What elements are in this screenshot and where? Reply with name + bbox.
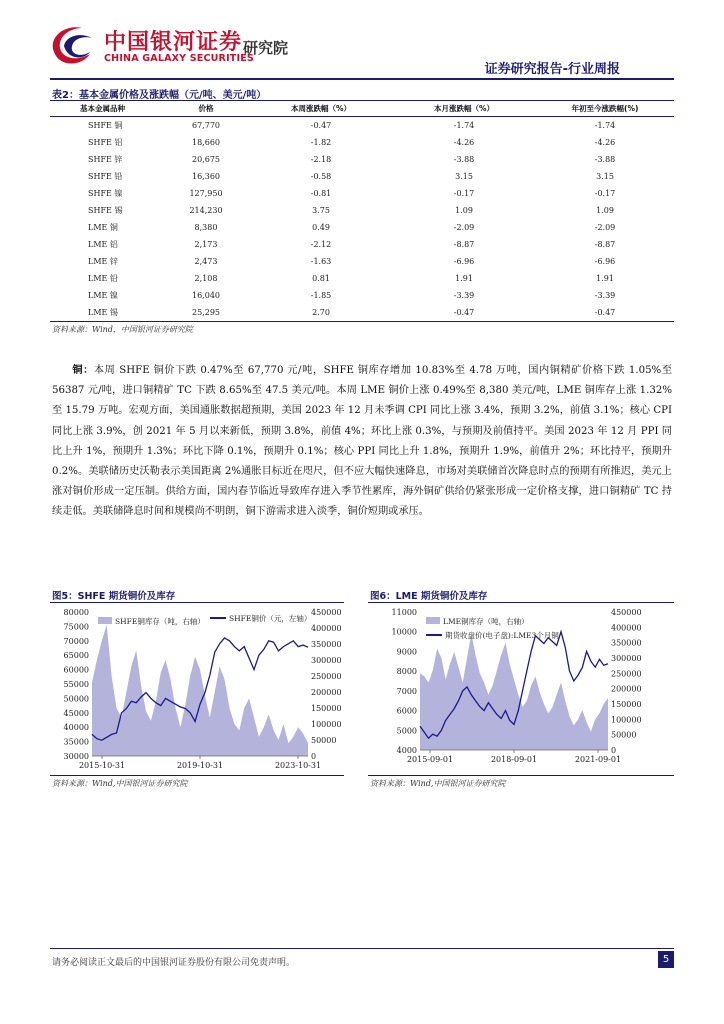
metal-name-cell: SHFE 铝 xyxy=(88,137,123,147)
y-left-tick-label: 8000 xyxy=(396,667,417,677)
y-left-tick-label: 11000 xyxy=(391,608,417,617)
metal-name-cell: SHFE 铅 xyxy=(88,171,123,181)
y-left-tick-label: 4000 xyxy=(396,746,417,755)
value-cell: -3.88 xyxy=(594,154,616,164)
y-right-tick-label: 450000 xyxy=(611,608,642,617)
value-cell: 0.81 xyxy=(312,274,330,284)
metal-name-cell: SHFE 铜 xyxy=(88,120,123,130)
institute-label: 研究院 xyxy=(243,39,289,57)
paragraph-body: 本周 SHFE 铜价下跌 0.47%至 67,770 元/吨，SHFE 铜库存增加 10.83%至 4.78 万吨，国内铜精矿价格下跌 1.05%至 56387 元/吨，进口铜精矿 TC 下跌 8.65%至 47.5 美元/吨。本周 LME 铜价上涨 0.49%至 8,380 美元/吨，LME 铜库存上涨 1.32%至 15.79 万吨。宏观方面，美国通胀数据超预期，美国 2023 年 12 月未季调 CPI 同比上涨 3.4%，预期 3.2%，前值 3.1%；核心 CPI 同比上涨 3.9%，创 2021 年 5 月以来新低，预期 3.8%，前值 4%；环比上涨 0.3%，与预期及前值持平。美国 2023 年 12 月 PPI 同比上升 1%，预期升 1.3%；环比下降 0.1%，预期升 0.1%；核心 PPI 同比上升 1.8%，预期升 1.9%，前值升 2%；环比持平，预期升 0.2%。美联储历史沃勒表示美国距离 2%通胀目标近在咫尺，但不应大幅快速降息，市场对美联储首次降息时点的预期有所推迟，美元上涨对铜价形成一定压制。供给方面，国内春节临近导致库存进入季节性累库，海外铜矿供给仍紧张形成一定价格支撑，进口铜精矿 TC 持续走低。美联储降息时间和规模尚不明朗，铜下游需求进入淡季，铜价短期或承压。 xyxy=(52,365,673,518)
table-row xyxy=(50,168,674,185)
figure5-source: 资料来源：Wind,中国银河证券研究院 xyxy=(52,779,188,788)
y-right-tick-label: 300000 xyxy=(311,656,342,665)
y-left-tick-label: 45000 xyxy=(63,708,89,718)
metal-name-cell: SHFE 锡 xyxy=(88,206,123,216)
value-cell: -6.96 xyxy=(594,257,616,267)
value-cell: -1.74 xyxy=(594,120,616,130)
y-left-tick-label: 40000 xyxy=(63,723,89,733)
value-cell: -1.82 xyxy=(310,137,332,147)
figure5-bottom-rule xyxy=(50,775,344,776)
value-cell: -2.09 xyxy=(453,223,475,233)
value-cell: 2,173 xyxy=(194,240,218,250)
value-cell: -0.17 xyxy=(594,188,616,198)
header-cell: 本周涨跌幅（%） xyxy=(250,101,392,117)
y-right-tick-label: 0 xyxy=(311,752,317,761)
y-left-tick-label: 55000 xyxy=(63,680,89,689)
value-cell: -3.39 xyxy=(453,291,475,301)
value-cell: -8.87 xyxy=(453,240,475,250)
legend-swatch-inventory xyxy=(426,617,440,624)
metal-name-cell: LME 镍 xyxy=(88,291,118,301)
paragraph-lead: 铜： xyxy=(72,364,94,376)
value-cell: 16,360 xyxy=(192,171,220,181)
value-cell: -2.09 xyxy=(594,223,616,233)
value-cell: 8,380 xyxy=(194,223,218,233)
table-row xyxy=(50,151,674,168)
header-cell: 价格 xyxy=(162,101,250,117)
table-row xyxy=(50,253,674,270)
legend-label-inventory: LME铜库存（吨，右轴） xyxy=(443,617,529,626)
value-cell: -1.85 xyxy=(310,291,332,301)
y-right-tick-label: 250000 xyxy=(311,672,342,681)
x-tick-label: 2015-09-01 xyxy=(406,755,454,764)
y-right-tick-label: 250000 xyxy=(611,669,642,679)
y-right-tick-label: 150000 xyxy=(611,700,642,709)
value-cell: -1.63 xyxy=(310,257,332,267)
value-cell: -4.26 xyxy=(453,137,475,147)
value-cell: 67,770 xyxy=(192,120,220,130)
value-cell: -3.39 xyxy=(594,291,616,301)
inventory-area xyxy=(420,634,608,751)
report-type: 证券研究报告-行业周报 xyxy=(484,62,620,77)
value-cell: -2.12 xyxy=(310,240,332,250)
value-cell: -2.18 xyxy=(310,154,332,164)
value-cell: -6.96 xyxy=(453,257,475,267)
value-cell: 18,660 xyxy=(192,137,220,147)
table-row xyxy=(50,117,674,134)
lme-copper-chart xyxy=(368,604,674,774)
table-source: 资料来源：Wind，中国银河证券研究院 xyxy=(52,325,193,334)
y-right-tick-label: 200000 xyxy=(311,688,342,697)
value-cell: 1.91 xyxy=(455,274,473,284)
y-right-tick-label: 100000 xyxy=(611,715,642,725)
header-cell: 年初至今涨跌幅(%) xyxy=(536,101,674,117)
metal-name-cell: LME 铅 xyxy=(88,274,118,284)
footer-divider xyxy=(50,948,674,949)
table-row xyxy=(50,236,674,253)
y-left-tick-label: 75000 xyxy=(63,622,89,632)
table-row xyxy=(50,185,674,202)
legend-swatch-inventory xyxy=(98,617,112,624)
table-header-row xyxy=(50,101,674,117)
figure6-bottom-rule xyxy=(368,775,674,776)
metals-price-table xyxy=(50,100,674,322)
value-cell: -3.88 xyxy=(453,154,475,164)
value-cell: 2,108 xyxy=(194,274,218,284)
value-cell: 25,295 xyxy=(162,305,250,322)
y-right-tick-label: 50000 xyxy=(311,736,337,745)
value-cell: 20,675 xyxy=(192,154,220,164)
value-cell: 214,230 xyxy=(189,206,223,216)
table-row xyxy=(50,202,674,219)
metal-name-cell: SHFE 锌 xyxy=(88,154,123,164)
y-right-tick-label: 50000 xyxy=(611,730,637,740)
y-left-tick-label: 65000 xyxy=(63,651,89,661)
company-name-en: CHINA GALAXY SECURITIES xyxy=(104,53,254,64)
figure6-source: 资料来源：Wind,中国银河证券研究院 xyxy=(370,779,506,788)
value-cell: 16,040 xyxy=(192,291,220,301)
header-cell: 基本金属品种 xyxy=(50,101,162,117)
y-right-tick-label: 100000 xyxy=(311,720,342,729)
y-right-tick-label: 350000 xyxy=(611,638,642,648)
figure5-rule xyxy=(50,602,344,603)
company-name-cn: 中国银河证券 xyxy=(104,30,243,55)
value-cell: -1.74 xyxy=(453,120,475,130)
y-left-tick-label: 30000 xyxy=(63,752,89,761)
y-left-tick-label: 70000 xyxy=(63,636,89,646)
metal-name-cell: SHFE 镍 xyxy=(88,188,123,198)
value-cell: -4.26 xyxy=(594,137,616,147)
figure5-title: 图5：SHFE 期货铜价及库存 xyxy=(52,591,176,602)
table-row xyxy=(50,287,674,304)
page-header xyxy=(0,0,724,80)
shfe-copper-chart xyxy=(50,604,344,774)
y-left-tick-label: 6000 xyxy=(396,706,417,716)
header-cell: 本月涨跌幅（%） xyxy=(392,101,536,117)
y-right-tick-label: 0 xyxy=(611,746,617,755)
y-right-tick-label: 450000 xyxy=(311,608,342,617)
metal-name-cell: LME 锡 xyxy=(50,305,162,322)
y-left-tick-label: 60000 xyxy=(63,665,89,675)
legend-label-price: SHFE铜价（元，左轴） xyxy=(229,614,312,623)
copper-analysis-paragraph xyxy=(52,360,672,523)
y-left-tick-label: 7000 xyxy=(396,686,417,696)
value-cell: 127,950 xyxy=(189,188,223,198)
value-cell: 0.49 xyxy=(312,223,330,233)
y-left-tick-label: 5000 xyxy=(396,726,417,736)
galaxy-logo-icon xyxy=(46,22,98,68)
y-right-tick-label: 200000 xyxy=(611,684,642,694)
value-cell: 3.15 xyxy=(596,171,614,181)
legend-label-price: 期货收盘价(电子盘):LME3个月铜 xyxy=(445,631,559,640)
value-cell: -0.47 xyxy=(310,120,332,130)
y-left-tick-label: 10000 xyxy=(391,627,417,637)
value-cell: 3.15 xyxy=(455,171,473,181)
x-tick-label: 2018-09-01 xyxy=(490,755,538,764)
table-row xyxy=(50,305,674,322)
value-cell: 1.91 xyxy=(596,274,614,284)
value-cell: 2,473 xyxy=(194,257,218,267)
metal-name-cell: LME 铜 xyxy=(88,223,118,233)
y-left-tick-label: 80000 xyxy=(63,608,89,617)
value-cell: 3.75 xyxy=(312,206,330,216)
value-cell: -0.47 xyxy=(536,305,674,322)
header-divider xyxy=(50,78,674,80)
y-left-tick-label: 35000 xyxy=(63,737,89,747)
table-row xyxy=(50,134,674,151)
value-cell: -0.47 xyxy=(392,305,536,322)
value-cell: 1.09 xyxy=(596,206,614,216)
y-right-tick-label: 400000 xyxy=(611,623,642,633)
y-right-tick-label: 300000 xyxy=(611,654,642,663)
value-cell: 1.09 xyxy=(455,206,473,216)
value-cell: 2.70 xyxy=(250,305,392,322)
value-cell: -0.81 xyxy=(310,188,332,198)
figure6-title: 图6：LME 期货铜价及库存 xyxy=(370,591,488,602)
x-tick-label: 2021-09-01 xyxy=(574,755,622,764)
table-title: 表2：基本金属价格及涨跌幅（元/吨、美元/吨） xyxy=(52,90,267,101)
metal-name-cell: LME 锌 xyxy=(88,257,118,267)
value-cell: -0.58 xyxy=(310,171,332,181)
x-tick-label: 2015-10-31 xyxy=(78,761,126,770)
y-left-tick-label: 9000 xyxy=(396,647,417,657)
x-tick-label: 2023-10-31 xyxy=(274,761,322,770)
x-tick-label: 2019-10-31 xyxy=(176,761,224,770)
table-row xyxy=(50,270,674,287)
y-right-tick-label: 350000 xyxy=(311,640,342,649)
figure6-rule xyxy=(368,602,674,603)
y-right-tick-label: 150000 xyxy=(311,704,342,713)
y-right-tick-label: 400000 xyxy=(311,624,342,633)
value-cell: -8.87 xyxy=(594,240,616,250)
metal-name-cell: LME 铝 xyxy=(88,240,118,250)
page-number: 5 xyxy=(658,951,674,968)
value-cell: -0.17 xyxy=(453,188,475,198)
disclaimer-note: 请务必阅读正文最后的中国银河证券股份有限公司免责声明。 xyxy=(52,958,296,968)
y-left-tick-label: 50000 xyxy=(63,694,89,704)
legend-label-inventory: SHFE铜库存（吨，右轴） xyxy=(115,617,205,626)
table-row xyxy=(50,219,674,236)
